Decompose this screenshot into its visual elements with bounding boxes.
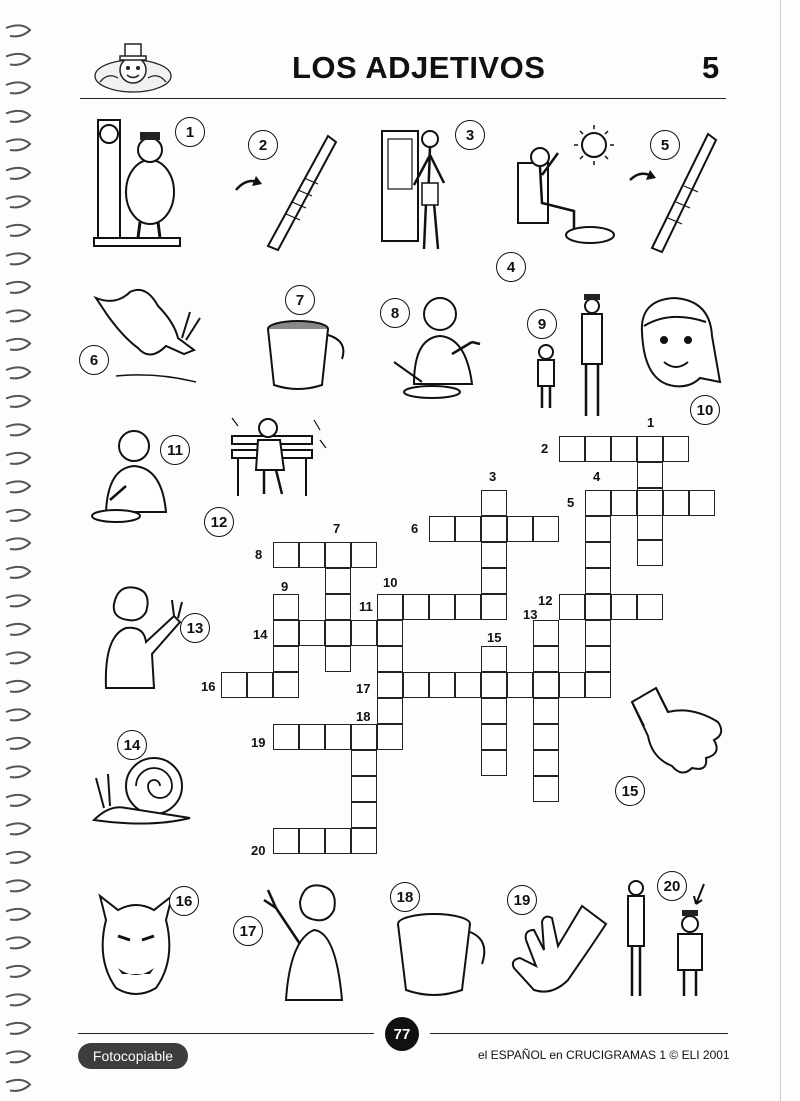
crossword-cell[interactable] bbox=[481, 646, 507, 672]
picture-badge-10: 10 bbox=[690, 395, 720, 425]
clue-number: 8 bbox=[255, 547, 263, 562]
crossword-cell[interactable] bbox=[325, 724, 351, 750]
crossword-cell[interactable] bbox=[533, 698, 559, 724]
crossword-cell[interactable] bbox=[221, 672, 247, 698]
crossword-cell[interactable] bbox=[481, 490, 507, 516]
crossword-cell[interactable] bbox=[585, 568, 611, 594]
picture-badge-12: 12 bbox=[204, 507, 234, 537]
picture-badge-8: 8 bbox=[380, 298, 410, 328]
clue-number: 6 bbox=[411, 521, 419, 536]
picture-badge-15: 15 bbox=[615, 776, 645, 806]
crossword-cell[interactable] bbox=[351, 776, 377, 802]
crossword-cell[interactable] bbox=[481, 672, 507, 698]
crossword-cell[interactable] bbox=[377, 724, 403, 750]
crossword-cell[interactable] bbox=[481, 594, 507, 620]
mascot-logo bbox=[88, 38, 178, 98]
crossword-cell[interactable] bbox=[299, 620, 325, 646]
crossword-cell[interactable] bbox=[585, 490, 611, 516]
empty-bucket-icon bbox=[392, 910, 492, 1002]
crossword-cell[interactable] bbox=[689, 490, 715, 516]
crossword-cell[interactable] bbox=[481, 698, 507, 724]
crossword-cell[interactable] bbox=[585, 672, 611, 698]
tall-and-short-men-icon bbox=[526, 290, 616, 420]
crossword-cell[interactable] bbox=[455, 516, 481, 542]
crossword-cell[interactable] bbox=[533, 750, 559, 776]
full-bucket-icon bbox=[262, 315, 352, 395]
crossword-cell[interactable] bbox=[533, 776, 559, 802]
crossword-cell[interactable] bbox=[377, 698, 403, 724]
clue-number: 3 bbox=[489, 469, 497, 484]
clue-number: 17 bbox=[356, 681, 371, 696]
crossword-cell[interactable] bbox=[585, 542, 611, 568]
crossword-cell[interactable] bbox=[299, 828, 325, 854]
picture-badge-13: 13 bbox=[180, 613, 210, 643]
short-ruler-icon bbox=[624, 128, 724, 258]
crossword-cell[interactable] bbox=[247, 672, 273, 698]
crossword-cell[interactable] bbox=[351, 750, 377, 776]
crossword-cell[interactable] bbox=[403, 594, 429, 620]
crossword-cell[interactable] bbox=[585, 516, 611, 542]
crossword-cell[interactable] bbox=[325, 828, 351, 854]
clue-number: 18 bbox=[356, 709, 371, 724]
crossword-cell[interactable] bbox=[611, 594, 637, 620]
crossword-cell[interactable] bbox=[429, 594, 455, 620]
picture-badge-16: 16 bbox=[169, 886, 199, 916]
crossword-cell[interactable] bbox=[637, 462, 663, 488]
picture-badge-11: 11 bbox=[160, 435, 190, 465]
page-title: LOS ADJETIVOS bbox=[292, 50, 546, 85]
crossword-cell[interactable] bbox=[663, 436, 689, 462]
crossword-cell[interactable] bbox=[637, 514, 663, 540]
crossword-cell[interactable] bbox=[351, 542, 377, 568]
boy-refusing-food-icon bbox=[392, 292, 492, 402]
clue-number: 15 bbox=[487, 630, 502, 645]
crossword-cell[interactable] bbox=[481, 724, 507, 750]
clue-number: 1 bbox=[647, 415, 655, 430]
crossword-cell[interactable] bbox=[507, 516, 533, 542]
crossword-cell[interactable] bbox=[637, 540, 663, 566]
clue-number: 11 bbox=[359, 599, 373, 614]
crossword-cell[interactable] bbox=[455, 672, 481, 698]
page-edge bbox=[780, 0, 781, 1101]
book-credit: el ESPAÑOL en CRUCIGRAMAS 1 © ELI 2001 bbox=[478, 1048, 730, 1062]
crossword-cell[interactable] bbox=[273, 594, 299, 620]
crossword-cell[interactable] bbox=[481, 542, 507, 568]
woman-waving-icon bbox=[98, 582, 188, 692]
crossword-cell[interactable] bbox=[559, 594, 585, 620]
picture-badge-5: 5 bbox=[650, 130, 680, 160]
crossword-cell[interactable] bbox=[637, 594, 663, 620]
crossword-cell[interactable] bbox=[429, 516, 455, 542]
crossword-cell[interactable] bbox=[585, 620, 611, 646]
clue-number: 5 bbox=[567, 495, 575, 510]
crossword-cell[interactable] bbox=[377, 646, 403, 672]
crossword-cell[interactable] bbox=[533, 620, 559, 646]
crossword-cell[interactable] bbox=[533, 516, 559, 542]
crossword-cell[interactable] bbox=[429, 672, 455, 698]
picture-badge-1: 1 bbox=[175, 117, 205, 147]
footer-divider-right bbox=[430, 1033, 728, 1034]
unit-number: 5 bbox=[702, 50, 720, 85]
crossword-cell[interactable] bbox=[377, 620, 403, 646]
clue-number: 10 bbox=[383, 575, 398, 590]
crossword-cell[interactable] bbox=[559, 436, 585, 462]
crossword-cell[interactable] bbox=[351, 620, 377, 646]
pretty-woman-icon bbox=[256, 880, 356, 1002]
crossword-cell[interactable] bbox=[351, 802, 377, 828]
crossword-cell[interactable] bbox=[455, 594, 481, 620]
clue-number: 14 bbox=[253, 627, 268, 642]
picture-badge-6: 6 bbox=[79, 345, 109, 375]
clue-number: 20 bbox=[251, 843, 266, 858]
clue-number: 9 bbox=[281, 579, 289, 594]
crossword-cell[interactable] bbox=[273, 646, 299, 672]
snail-icon bbox=[90, 748, 200, 828]
crossword-cell[interactable] bbox=[481, 568, 507, 594]
crossword-cell[interactable] bbox=[611, 490, 637, 516]
crossword-cell[interactable] bbox=[403, 672, 429, 698]
long-ruler-icon bbox=[228, 128, 340, 252]
picture-badge-4: 4 bbox=[496, 252, 526, 282]
fat-man-on-scale-icon bbox=[92, 112, 182, 250]
crossword-cell[interactable] bbox=[325, 646, 351, 672]
crossword-cell[interactable] bbox=[325, 568, 351, 594]
crossword-cell[interactable] bbox=[507, 672, 533, 698]
photocopy-badge: Fotocopiable bbox=[78, 1043, 188, 1069]
crossword-cell[interactable] bbox=[273, 828, 299, 854]
crossword-cell[interactable] bbox=[273, 620, 299, 646]
crossword-cell[interactable] bbox=[585, 594, 611, 620]
glove-icon bbox=[508, 900, 612, 1000]
picture-badge-20: 20 bbox=[657, 871, 687, 901]
crossword-cell[interactable] bbox=[351, 724, 377, 750]
footer-divider-left bbox=[78, 1033, 374, 1034]
crossword-cell[interactable] bbox=[325, 620, 351, 646]
picture-badge-14: 14 bbox=[117, 730, 147, 760]
header-divider bbox=[80, 98, 726, 99]
clue-number: 2 bbox=[541, 441, 549, 456]
smiling-woman-face-icon bbox=[630, 292, 725, 392]
picture-badge-19: 19 bbox=[507, 885, 537, 915]
crossword-cell[interactable] bbox=[273, 542, 299, 568]
crossword-cell[interactable] bbox=[273, 724, 299, 750]
boy-eating-soup-icon bbox=[86, 424, 176, 524]
picture-badge-9: 9 bbox=[527, 309, 557, 339]
crossword-cell[interactable] bbox=[533, 724, 559, 750]
crossword-cell[interactable] bbox=[585, 646, 611, 672]
crossword-cell[interactable] bbox=[559, 672, 585, 698]
crossword-cell[interactable] bbox=[377, 594, 403, 620]
clue-number: 7 bbox=[333, 521, 341, 536]
crossword-cell[interactable] bbox=[481, 516, 507, 542]
crossword-cell[interactable] bbox=[663, 490, 689, 516]
picture-badge-18: 18 bbox=[390, 882, 420, 912]
thin-man-at-door-icon bbox=[378, 125, 468, 255]
crossword-cell[interactable] bbox=[377, 672, 403, 698]
clue-number: 19 bbox=[251, 735, 266, 750]
picture-badge-2: 2 bbox=[248, 130, 278, 160]
clue-number: 12 bbox=[538, 593, 553, 608]
spiral-binding bbox=[0, 0, 38, 1101]
crossword-cell[interactable] bbox=[533, 646, 559, 672]
page-number: 77 bbox=[385, 1017, 419, 1051]
clue-number: 13 bbox=[523, 607, 538, 622]
picture-badge-3: 3 bbox=[455, 120, 485, 150]
crossword-cell[interactable] bbox=[299, 542, 325, 568]
clue-number: 4 bbox=[593, 469, 601, 484]
crossword-cell[interactable] bbox=[481, 750, 507, 776]
crossword-cell[interactable] bbox=[533, 672, 559, 698]
crossword-cell[interactable] bbox=[273, 672, 299, 698]
crossword-cell[interactable] bbox=[611, 436, 637, 462]
picture-badge-17: 17 bbox=[233, 916, 263, 946]
crossword-cell[interactable] bbox=[637, 490, 663, 516]
crossword-cell[interactable] bbox=[637, 436, 663, 462]
crossword-cell[interactable] bbox=[325, 594, 351, 620]
ugly-mask-face-icon bbox=[96, 890, 176, 1000]
crossword-cell[interactable] bbox=[299, 724, 325, 750]
clue-number: 16 bbox=[201, 679, 216, 694]
hot-man-in-sun-icon bbox=[512, 123, 622, 253]
crossword-cell[interactable] bbox=[325, 542, 351, 568]
crossword-cell[interactable] bbox=[585, 436, 611, 462]
cold-man-on-bench-icon bbox=[228, 410, 328, 506]
crossword-cell[interactable] bbox=[351, 828, 377, 854]
gloved-hand-icon bbox=[622, 682, 732, 782]
picture-badge-7: 7 bbox=[285, 285, 315, 315]
